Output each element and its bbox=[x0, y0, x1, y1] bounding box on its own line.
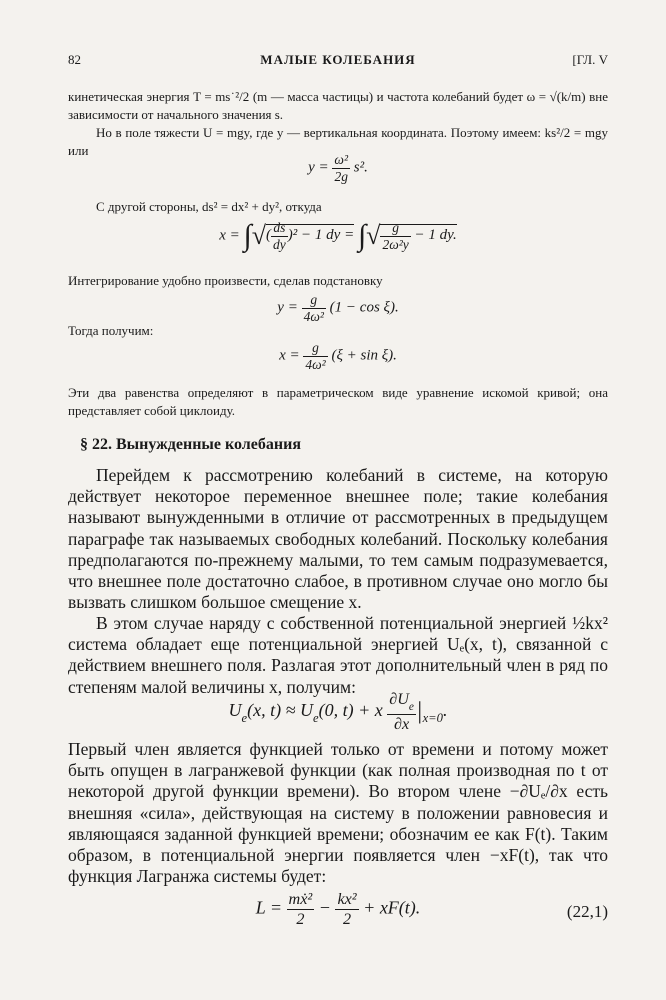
small-paragraph-6: Эти два равенства определяют в параметрическом виде уравнение искомой кривой; она представляет собой циклоиду. bbox=[68, 385, 608, 418]
formula-expansion: $U_e(x$, $t) \approx U_e(0$, t) + x $\frac{\partial U_e}{\partial x}$ $|_{x=0}$. bbox=[228, 690, 448, 734]
small-paragraph-4: Интегрирование удобно произвести, сделав подстановку bbox=[68, 273, 383, 288]
formula-substitution-y: y = $\frac{g}{\text{4ω²}}$ (1 − cos ξ). bbox=[277, 292, 399, 324]
small-paragraph-5: Тогда получим: bbox=[68, 323, 154, 338]
main-paragraph-2: В этом случае наряду с собственной потенциальной энергией ½kx² система обладает еще потенциальной энергией Uₑ(x, t), связанной с действием внешнего поля. Разлагая этот дополнительный член в ряд по степеням малой величины x, получим: bbox=[68, 613, 608, 697]
formula-lagrangian: L = $\frac{\text{mẋ²}}{2}$ − $\frac{\text{kx²}}{2}$ + xF(t). bbox=[255, 890, 421, 928]
formula-substitution-x: x = $\frac{g}{\text{4ω²}}$ (ξ + sin ξ). bbox=[279, 340, 397, 372]
small-paragraph-1: кинетическая энергия T = ms˙²/2 (m — масса частицы) и частота колебаний будет ω = √(k/m) вне зависимости от начального значения s. bbox=[68, 89, 608, 122]
equation-number: (22,1) bbox=[566, 902, 608, 921]
page-header bbox=[68, 52, 608, 72]
section-heading: § 22. Вынужденные колебания bbox=[80, 436, 301, 453]
main-paragraph-1: Перейдем к рассмотрению колебаний в системе, на которую действует некоторое переменное внешнее поле; такие колебания называют вынужденными в отличие от рассмотренных в предыдущем параграфе так называемых свободных колебаний. Поскольку колебания предполагаются по-прежнему малыми, то тем самым подразумевается, что внешнее поле достаточно слабое, в противном случае оно могло бы вызвать слишком большое смещение x. bbox=[68, 465, 608, 613]
formula-x-integral: x = ∫√( $\frac{ds}{dy}$ )² − 1 dy = ∫√ $\frac{g}{\text{2ω²y}}$ − 1 dy. bbox=[219, 219, 457, 253]
formula-y-of-s: y = $\frac{\text{ω²}}{2g}$ s². bbox=[308, 152, 368, 184]
chapter-label: [ГЛ. V bbox=[572, 52, 608, 67]
small-paragraph-3: С другой стороны, ds² = dx² + dy², откуда bbox=[96, 199, 322, 214]
page-number: 82 bbox=[68, 52, 81, 67]
running-title: МАЛЫЕ КОЛЕБАНИЯ bbox=[260, 52, 416, 67]
small-paragraph-2: Но в поле тяжести U = mgy, где y — вертикальная координата. Поэтому имеем: ks²/2 = mgy или bbox=[68, 125, 608, 158]
main-paragraph-3: Первый член является функцией только от времени и потому может быть опущен в лагранжевой функции (как полная производная по t от некоторой другой функции времени). Во втором члене −∂Uₑ/∂x есть внешняя «сила», действующая на систему в положении равновесия и являющаяся заданной функцией времени; обозначим ее как F(t). Таким образом, в потенциальной энергии появляется член −xF(t), так что функция Лагранжа системы будет: bbox=[68, 739, 608, 887]
